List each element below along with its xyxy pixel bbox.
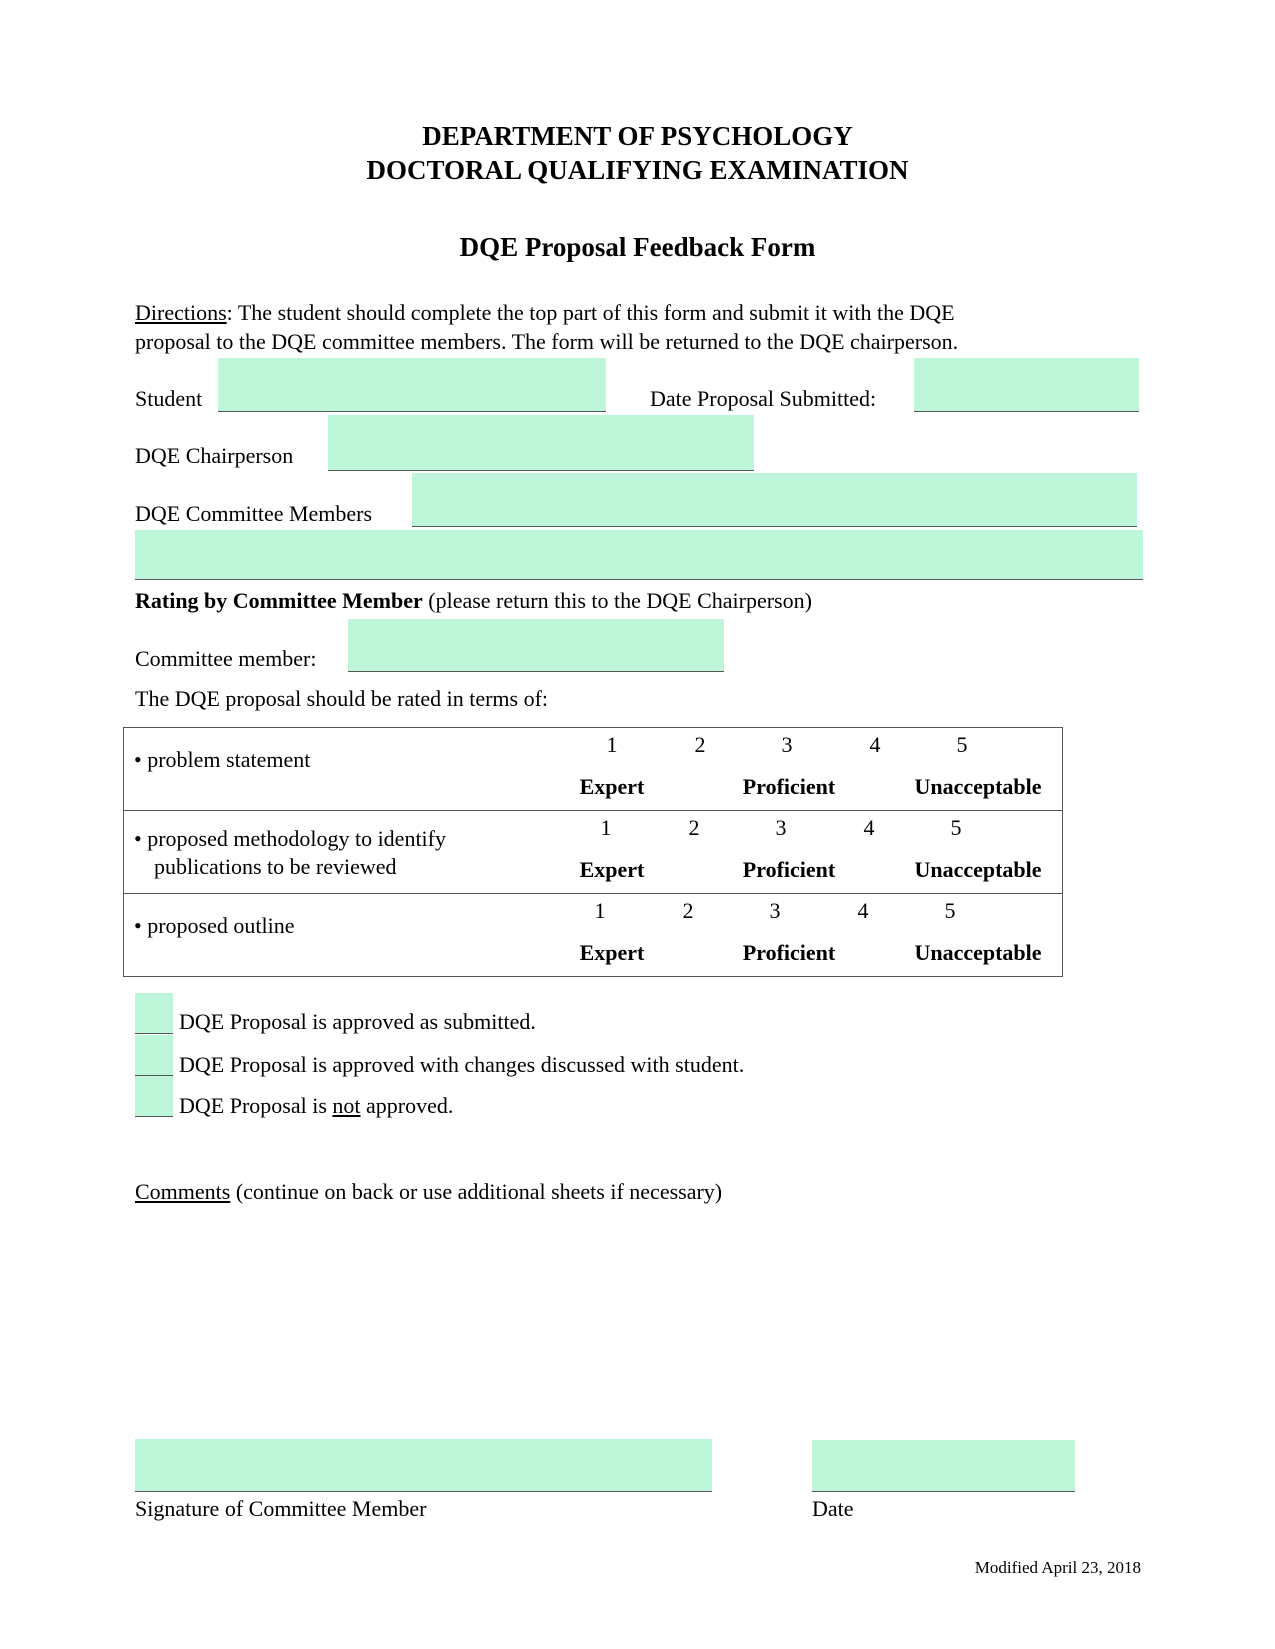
anchor-expert: Expert bbox=[579, 774, 645, 799]
scale-1[interactable]: 1 bbox=[594, 898, 606, 923]
criterion-line: • proposed methodology to identify bbox=[134, 826, 446, 851]
scale-4[interactable]: 4 bbox=[869, 732, 881, 757]
form-title: DQE Proposal Feedback Form bbox=[459, 232, 816, 262]
table-row bbox=[124, 811, 1063, 894]
student-label: Student bbox=[135, 386, 203, 411]
date-submitted-field[interactable] bbox=[914, 358, 1139, 412]
modified-date: Modified April 23, 2018 bbox=[974, 1558, 1141, 1577]
scale-5[interactable]: 5 bbox=[956, 732, 968, 757]
scale-3[interactable]: 3 bbox=[769, 898, 781, 923]
approved-label: DQE Proposal is approved as submitted. bbox=[179, 1009, 536, 1034]
chairperson-field[interactable] bbox=[328, 415, 754, 471]
anchor-unacceptable: Unacceptable bbox=[914, 857, 1042, 882]
criterion-line: publications to be reviewed bbox=[154, 854, 397, 879]
anchor-unacceptable: Unacceptable bbox=[914, 940, 1042, 965]
signature-date-field[interactable] bbox=[812, 1440, 1075, 1492]
scale-2[interactable]: 2 bbox=[694, 732, 706, 757]
table-row bbox=[124, 728, 1063, 811]
anchor-proficient: Proficient bbox=[742, 857, 836, 882]
committee-members-field[interactable] bbox=[412, 473, 1137, 527]
committee-member-field[interactable] bbox=[348, 619, 724, 672]
criterion-line: • problem statement bbox=[134, 747, 311, 772]
comments-note: (continue on back or use additional sheets if necessary) bbox=[230, 1179, 723, 1204]
criterion-label bbox=[134, 746, 310, 774]
approved-with-changes-checkbox[interactable] bbox=[135, 1035, 173, 1076]
comments-heading: Comments bbox=[135, 1179, 231, 1204]
chairperson-label: DQE Chairperson bbox=[135, 443, 294, 468]
criterion-label bbox=[134, 912, 294, 940]
committee-member-label: Committee member: bbox=[135, 646, 317, 671]
scale-3[interactable]: 3 bbox=[775, 815, 787, 840]
comments-label bbox=[135, 1179, 722, 1205]
directions-text: : The student should complete the top part of this form and submit it with the DQE bbox=[226, 300, 955, 325]
anchor-proficient: Proficient bbox=[742, 940, 836, 965]
signature-date-label: Date bbox=[812, 1496, 854, 1521]
approved-with-changes-label: DQE Proposal is approved with changes discussed with student. bbox=[179, 1052, 745, 1077]
scale-5[interactable]: 5 bbox=[950, 815, 962, 840]
approved-checkbox[interactable] bbox=[135, 993, 173, 1034]
not-approved-text: DQE Proposal is bbox=[179, 1093, 333, 1118]
not-approved-checkbox[interactable] bbox=[135, 1076, 173, 1117]
anchor-proficient: Proficient bbox=[742, 774, 836, 799]
rating-intro: The DQE proposal should be rated in terms of: bbox=[135, 686, 549, 711]
directions-line2: proposal to the DQE committee members. The form will be returned to the DQE chairperson. bbox=[135, 329, 959, 354]
directions-line1 bbox=[135, 300, 955, 326]
committee-members-field-2[interactable] bbox=[135, 530, 1143, 580]
scale-2[interactable]: 2 bbox=[682, 898, 694, 923]
not-approved-label bbox=[179, 1093, 453, 1119]
scale-4[interactable]: 4 bbox=[863, 815, 875, 840]
criterion-label bbox=[134, 825, 446, 881]
committee-members-label: DQE Committee Members bbox=[135, 501, 373, 526]
scale-5[interactable]: 5 bbox=[944, 898, 956, 923]
date-submitted-label: Date Proposal Submitted: bbox=[650, 386, 877, 411]
not-approved-text-end: approved. bbox=[360, 1093, 454, 1118]
signature-field[interactable] bbox=[135, 1439, 712, 1492]
scale-4[interactable]: 4 bbox=[857, 898, 869, 923]
rating-note: (please return this to the DQE Chairperson) bbox=[422, 588, 812, 613]
signature-label: Signature of Committee Member bbox=[135, 1496, 427, 1521]
student-field[interactable] bbox=[218, 358, 606, 412]
department-title: DEPARTMENT OF PSYCHOLOGY bbox=[422, 121, 853, 151]
scale-1[interactable]: 1 bbox=[600, 815, 612, 840]
anchor-unacceptable: Unacceptable bbox=[914, 774, 1042, 799]
rating-heading-bold: Rating by Committee Member bbox=[135, 588, 423, 613]
directions-label: Directions bbox=[135, 300, 227, 325]
table-row bbox=[124, 894, 1063, 977]
exam-title: DOCTORAL QUALIFYING EXAMINATION bbox=[366, 155, 909, 185]
anchor-expert: Expert bbox=[579, 857, 645, 882]
scale-2[interactable]: 2 bbox=[688, 815, 700, 840]
scale-1[interactable]: 1 bbox=[606, 732, 618, 757]
rating-heading bbox=[135, 588, 812, 614]
not-emphasis: not bbox=[332, 1093, 361, 1118]
anchor-expert: Expert bbox=[579, 940, 645, 965]
scale-3[interactable]: 3 bbox=[781, 732, 793, 757]
criterion-line: • proposed outline bbox=[134, 913, 295, 938]
rating-table bbox=[123, 727, 1063, 977]
